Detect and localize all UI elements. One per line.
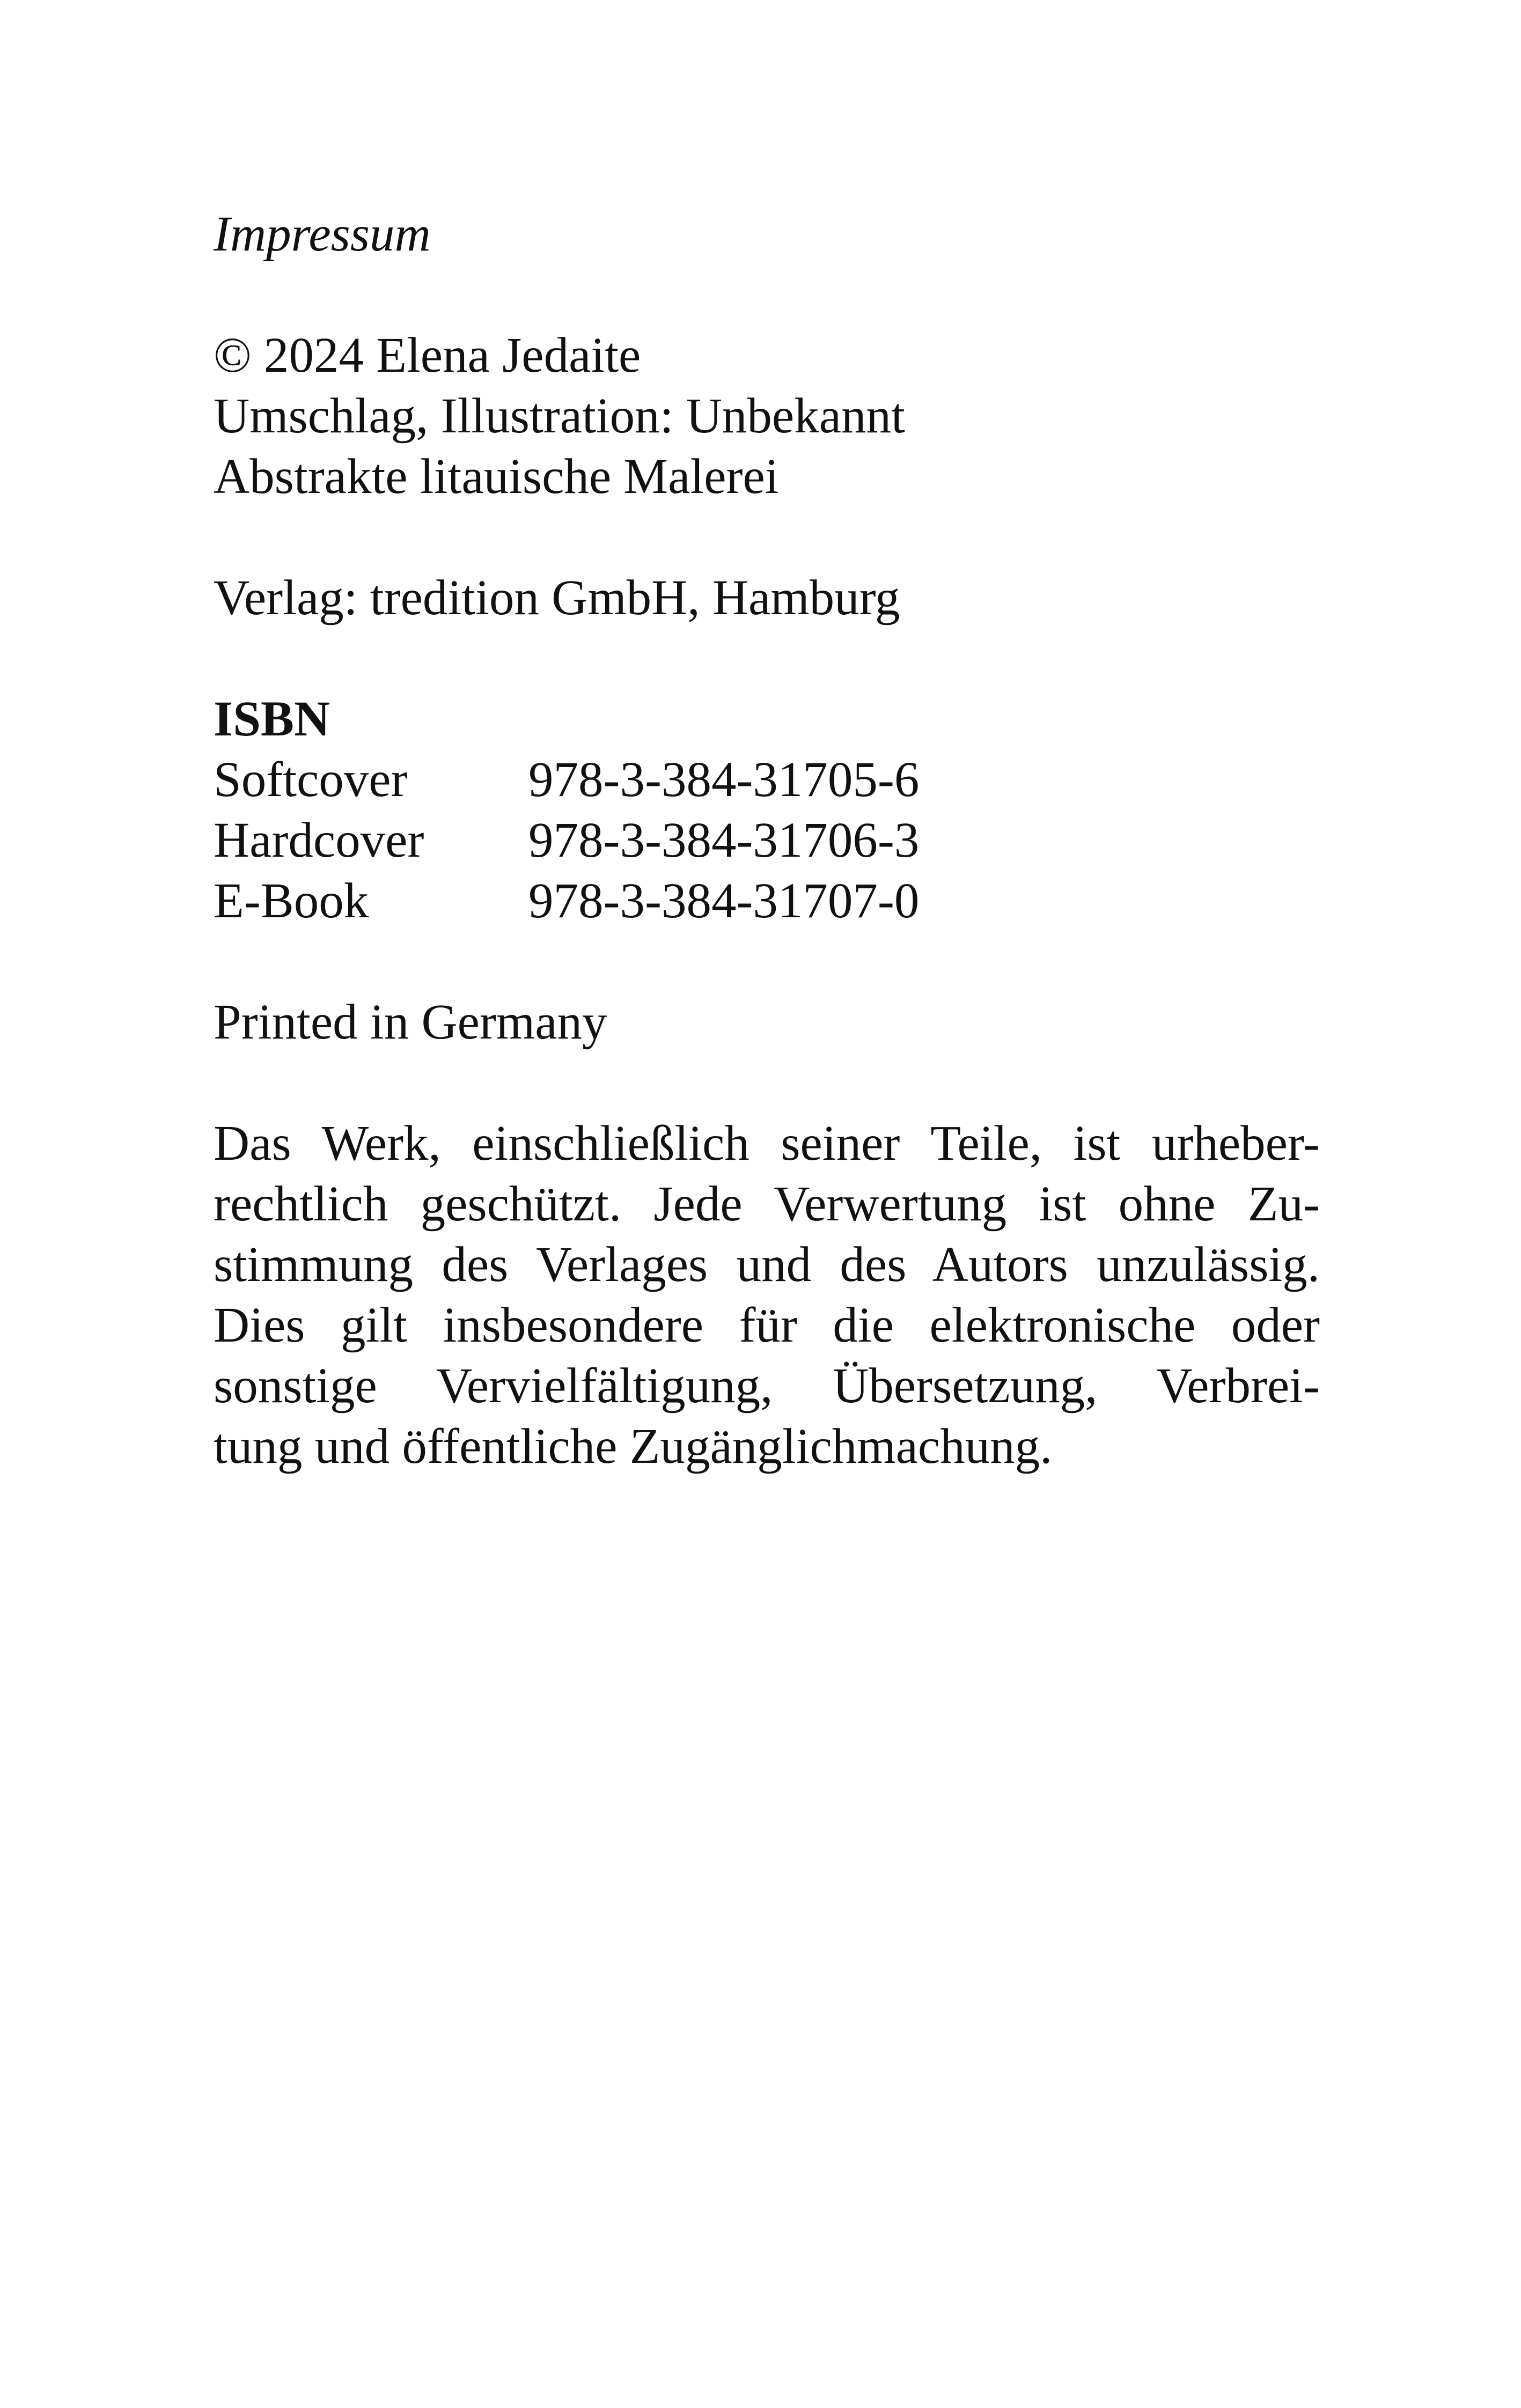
spacer: [214, 1052, 1320, 1113]
paragraph-line: rechtlich geschützt. Jede Verwertung ist ohne Zu-: [214, 1176, 1320, 1232]
isbn-number: 978-3-384-31706-3: [528, 813, 920, 868]
paragraph-line: stimmung des Verlages und des Autors unzulässig.: [214, 1237, 1320, 1292]
cover-art-line: Abstrakte litauische Malerei: [214, 449, 779, 504]
cover-credit-line: Umschlag, Illustration: Unbekannt: [214, 388, 905, 444]
isbn-row: [214, 810, 1320, 871]
paragraph-line: Dies gilt insbesondere für die elektronische oder: [214, 1298, 1320, 1353]
isbn-label: E-Book: [214, 873, 369, 929]
isbn-number: 978-3-384-31705-6: [528, 752, 920, 807]
spacer: [214, 264, 1320, 325]
isbn-number: 978-3-384-31707-0: [528, 873, 920, 929]
isbn-label: Softcover: [214, 752, 408, 807]
spacer: [214, 931, 1320, 992]
imprint-block: [214, 204, 1320, 1477]
isbn-row: [214, 749, 1320, 810]
copyright-notice-paragraph: [214, 1113, 1320, 1477]
printed-in-line: Printed in Germany: [214, 995, 607, 1050]
paragraph-line: tung und öffentliche Zugänglichmachung.: [214, 1419, 1053, 1474]
publisher-line: Verlag: tredition GmbH, Hamburg: [214, 570, 900, 625]
imprint-heading: Impressum: [214, 207, 431, 262]
isbn-row: [214, 871, 1320, 931]
spacer: [214, 628, 1320, 689]
paragraph-line: Das Werk, einschließlich seiner Teile, ist urheber-: [214, 1116, 1320, 1171]
paragraph-line: sonstige Vervielfältigung, Übersetzung, Verbrei-: [214, 1358, 1320, 1413]
copyright-line: © 2024 Elena Jedaite: [214, 328, 641, 383]
spacer: [214, 507, 1320, 568]
isbn-title: ISBN: [214, 691, 330, 747]
isbn-label: Hardcover: [214, 813, 424, 868]
